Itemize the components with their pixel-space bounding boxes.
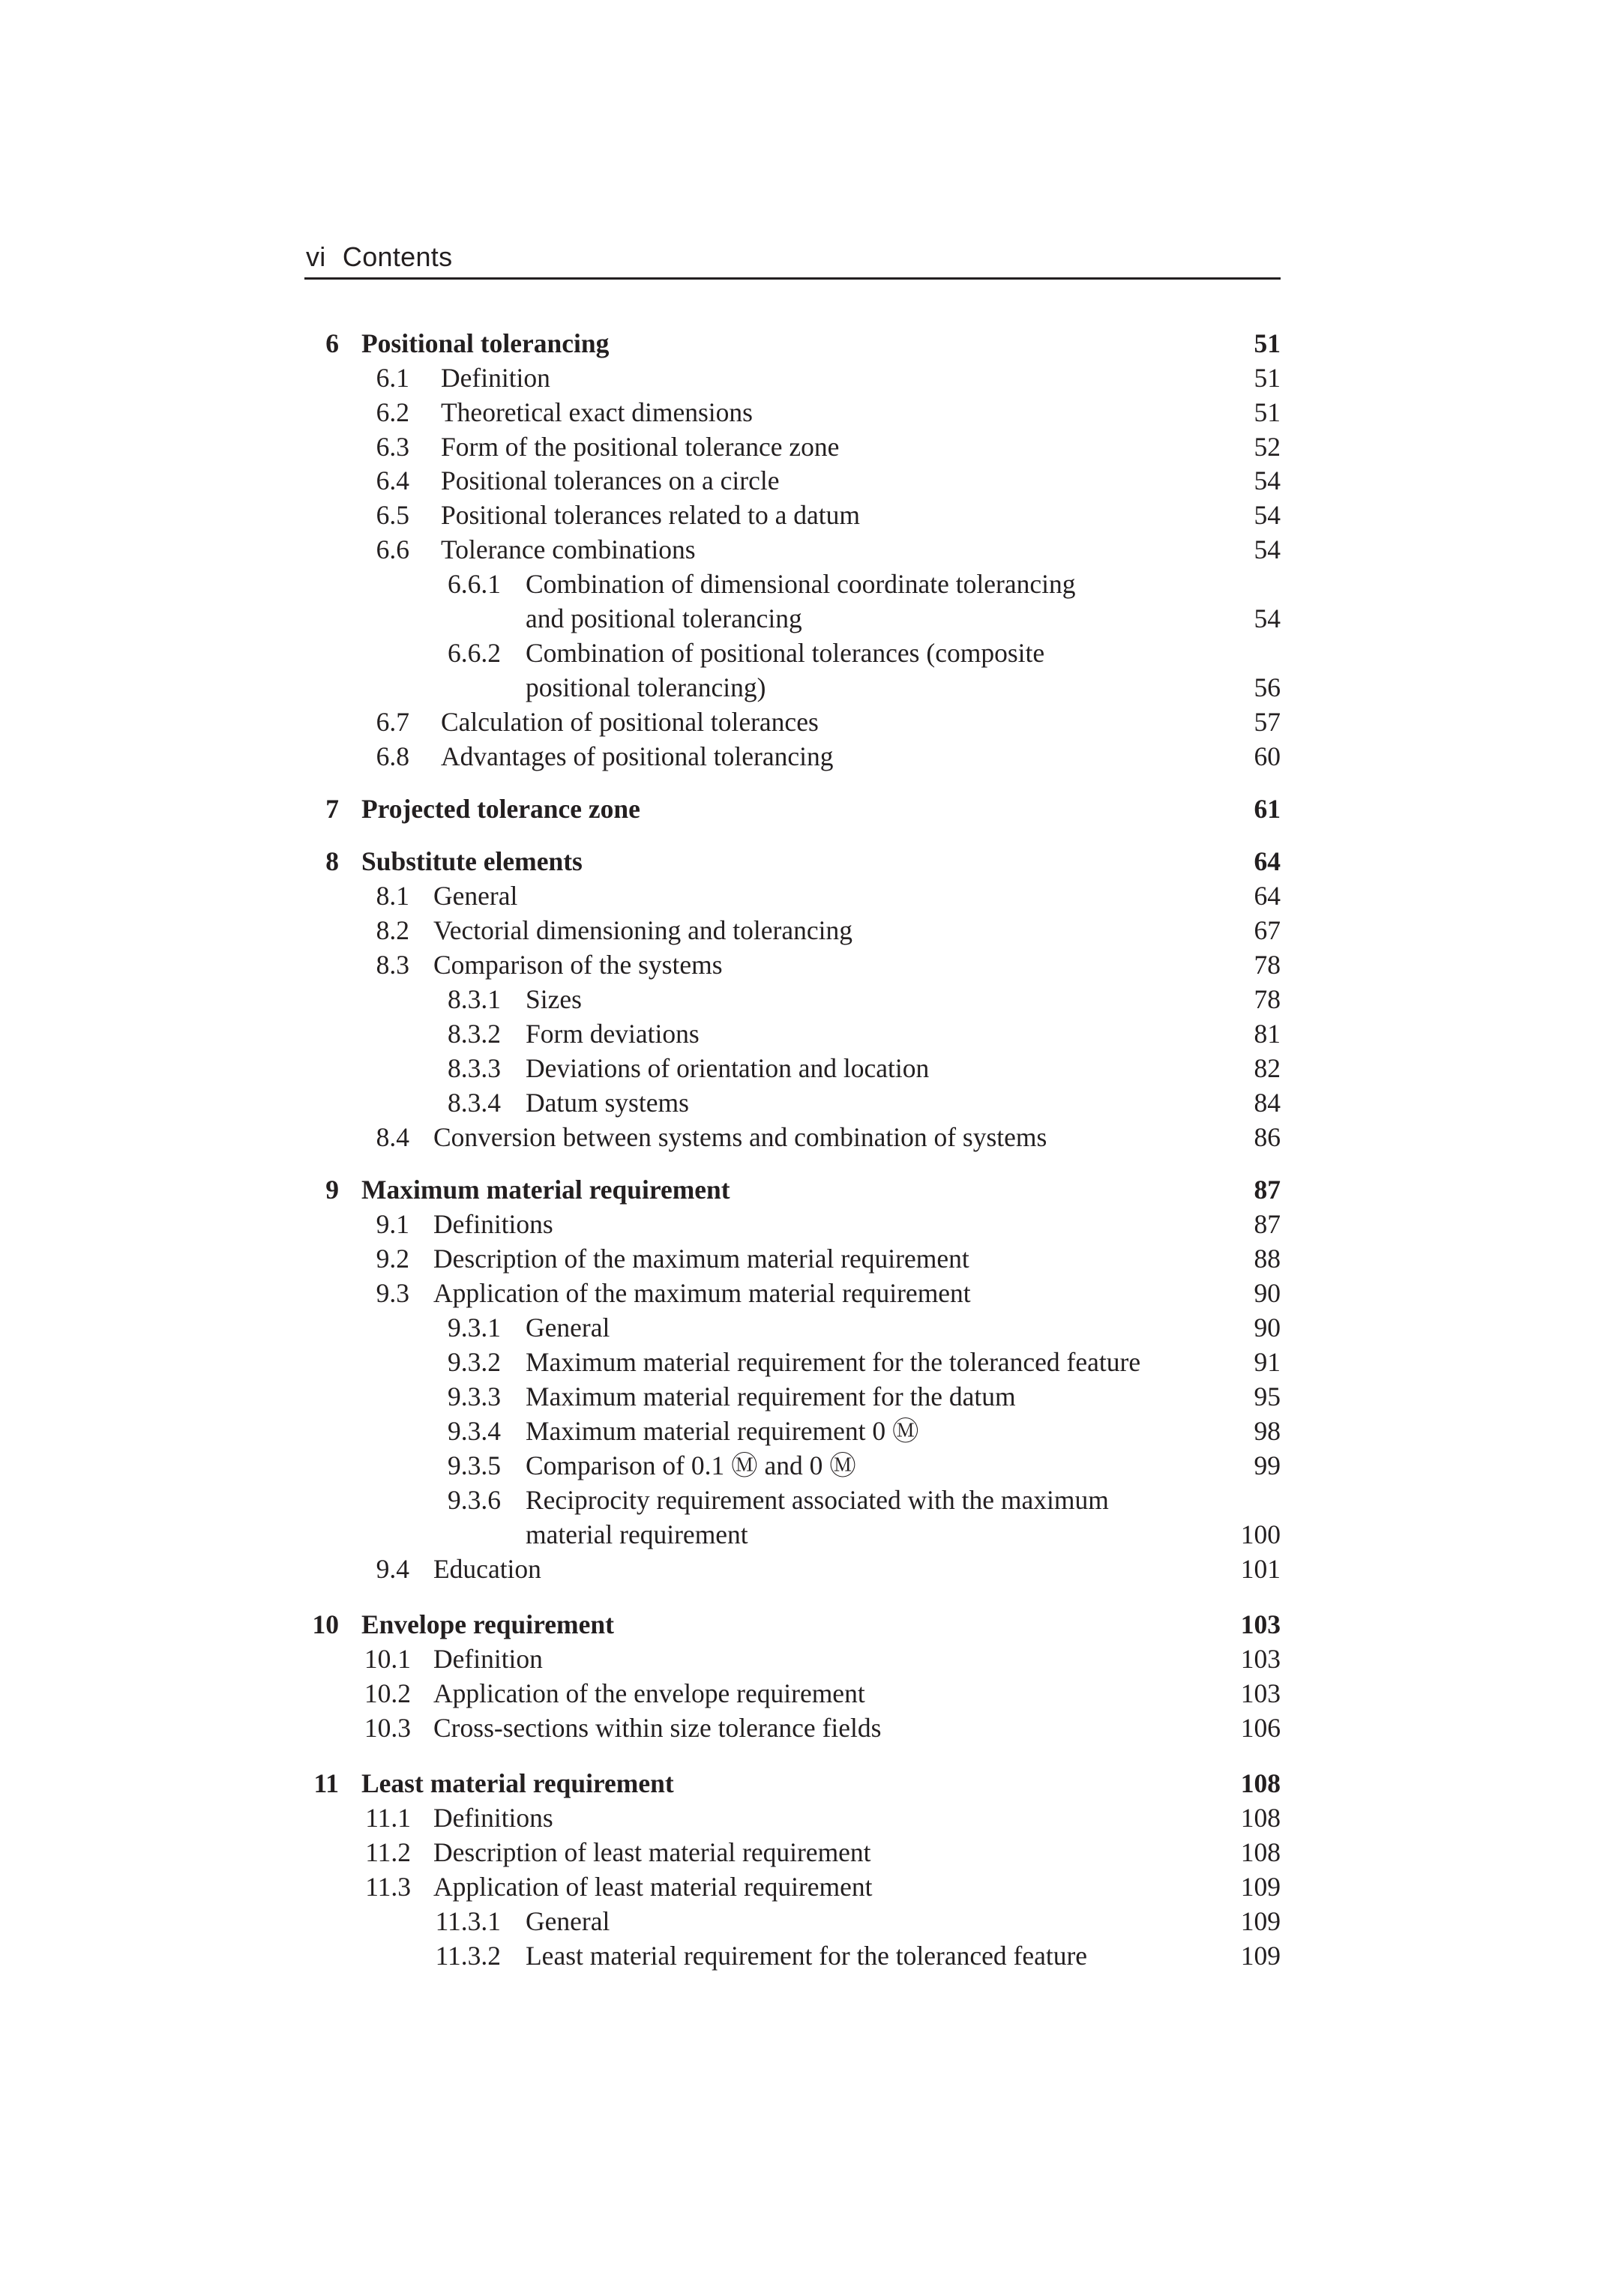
toc-chapter-row: [0, 326, 1606, 361]
toc-row: [0, 601, 1606, 636]
toc-entry-page: 57: [1254, 707, 1281, 737]
toc-entry-page: 64: [1254, 881, 1281, 911]
toc-entry-title: and positional tolerancing: [526, 603, 802, 633]
toc-entry-title: Theoretical exact dimensions: [441, 397, 753, 427]
toc-entry-page: 52: [1254, 432, 1281, 462]
toc-entry-page: 103: [1240, 1644, 1281, 1674]
toc-entry-number: 10: [312, 1609, 339, 1639]
toc-entry-page: 106: [1240, 1713, 1281, 1743]
toc-entry-page: 54: [1254, 534, 1281, 564]
toc-entry-number: 7: [325, 794, 339, 824]
toc-chapter-row: [0, 1607, 1606, 1642]
toc-entry-title: General: [526, 1313, 610, 1343]
toc-row: [0, 913, 1606, 947]
toc-row: [0, 1310, 1606, 1345]
toc-row: [0, 982, 1606, 1016]
toc-entry-number: 8.3.3: [448, 1053, 501, 1083]
toc-row: [0, 1642, 1606, 1676]
toc-entry-page: 108: [1240, 1837, 1281, 1867]
toc-entry-title: Positional tolerances related to a datum: [441, 500, 860, 530]
toc-entry-number: 10.2: [364, 1678, 411, 1708]
toc-entry-number: 6.8: [376, 741, 409, 771]
toc-entry-title: Positional tolerancing: [361, 328, 610, 358]
toc-entry-title: Calculation of positional tolerances: [441, 707, 819, 737]
toc-row: [0, 1051, 1606, 1085]
toc-row: [0, 670, 1606, 705]
toc-entry-number: 8.3: [376, 950, 409, 980]
toc-entry-title: Comparison of the systems: [433, 950, 723, 980]
toc-row: [0, 1801, 1606, 1835]
toc-row: [0, 1552, 1606, 1586]
toc-entry-title: Least material requirement: [361, 1768, 674, 1798]
toc-row: [0, 361, 1606, 395]
toc-entry-page: 100: [1240, 1519, 1281, 1549]
toc-entry-number: 6: [325, 328, 339, 358]
page-folio: vi: [306, 241, 326, 272]
toc-row: [0, 739, 1606, 774]
toc-row: [0, 1483, 1606, 1517]
toc-entry-title: Vectorial dimensioning and tolerancing: [433, 915, 852, 945]
toc-entry-number: 6.6: [376, 534, 409, 564]
toc-entry-number: 9: [325, 1175, 339, 1205]
toc-row: [0, 1938, 1606, 1973]
toc-entry-title: Combination of dimensional coordinate tolerancing: [526, 569, 1076, 599]
toc-entry-number: 9.3.5: [448, 1450, 501, 1480]
toc-entry-title: Positional tolerances on a circle: [441, 465, 780, 495]
toc-entry-number: 11.3: [365, 1872, 411, 1902]
toc-entry-title: Form deviations: [526, 1019, 700, 1049]
toc-row: [0, 1711, 1606, 1745]
toc-entry-title: Comparison of 0.1 Ⓜ and 0 Ⓜ: [526, 1450, 856, 1480]
toc-entry-title: Maximum material requirement: [361, 1175, 730, 1205]
toc-entry-page: 56: [1254, 672, 1281, 702]
toc-entry-page: 91: [1254, 1347, 1281, 1377]
toc-entry-page: 95: [1254, 1381, 1281, 1411]
toc-entry-number: 9.1: [376, 1209, 409, 1239]
toc-entry-title: positional tolerancing): [526, 672, 766, 702]
toc-entry-title: Definition: [441, 363, 550, 393]
toc-entry-number: 6.3: [376, 432, 409, 462]
toc-row: [0, 430, 1606, 464]
toc-row: [0, 498, 1606, 532]
toc-entry-title: Datum systems: [526, 1088, 689, 1118]
toc-entry-page: 78: [1254, 984, 1281, 1014]
toc-entry-title: General: [433, 881, 518, 911]
toc-entry-title: Substitute elements: [361, 846, 583, 876]
toc-entry-number: 9.4: [376, 1554, 409, 1584]
toc-entry-page: 84: [1254, 1088, 1281, 1118]
running-head-title: Contents: [342, 241, 453, 272]
toc-entry-title: Cross-sections within size tolerance fields: [433, 1713, 882, 1743]
toc-entry-title: Application of least material requirement: [433, 1872, 873, 1902]
toc-entry-title: Definition: [433, 1644, 543, 1674]
toc-row: [0, 1379, 1606, 1414]
toc-row: [0, 705, 1606, 739]
toc-entry-title: General: [526, 1906, 610, 1936]
toc-entry-number: 11.3.1: [435, 1906, 501, 1936]
toc-entry-number: 6.7: [376, 707, 409, 737]
toc-entry-page: 109: [1240, 1941, 1281, 1971]
toc-entry-number: 9.3.1: [448, 1313, 501, 1343]
toc-row: [0, 1345, 1606, 1379]
toc-entry-number: 10.3: [364, 1713, 411, 1743]
toc-row: [0, 1676, 1606, 1711]
toc-entry-number: 9.3.2: [448, 1347, 501, 1377]
toc-entry-title: Deviations of orientation and location: [526, 1053, 930, 1083]
toc-row: [0, 1835, 1606, 1869]
toc-entry-title: Reciprocity requirement associated with the maximum: [526, 1485, 1109, 1515]
toc-entry-number: 9.3.4: [448, 1416, 501, 1446]
toc-entry-number: 6.5: [376, 500, 409, 530]
toc-chapter-row: [0, 1766, 1606, 1801]
toc-entry-number: 9.2: [376, 1244, 409, 1274]
toc-entry-number: 11: [313, 1768, 339, 1798]
toc-entry-title: Combination of positional tolerances (composite: [526, 638, 1045, 668]
toc-row: [0, 879, 1606, 913]
toc-entry-title: Form of the positional tolerance zone: [441, 432, 840, 462]
toc-entry-number: 10.1: [364, 1644, 411, 1674]
toc-entry-number: 11.2: [365, 1837, 411, 1867]
toc-entry-number: 11.1: [365, 1803, 411, 1833]
toc-entry-page: 64: [1254, 846, 1281, 876]
toc-entry-page: 98: [1254, 1416, 1281, 1446]
toc-entry-page: 108: [1240, 1803, 1281, 1833]
toc-entry-title: material requirement: [526, 1519, 748, 1549]
toc-row: [0, 395, 1606, 430]
toc-entry-number: 6.1: [376, 363, 409, 393]
toc-entry-page: 87: [1254, 1175, 1281, 1205]
toc-entry-title: Conversion between systems and combination of systems: [433, 1122, 1047, 1152]
toc-chapter-row: [0, 844, 1606, 879]
toc-row: [0, 463, 1606, 498]
toc-entry-page: 103: [1240, 1678, 1281, 1708]
toc-row: [0, 532, 1606, 567]
toc-entry-number: 9.3: [376, 1278, 409, 1308]
toc-row: [0, 1016, 1606, 1051]
toc-row: [0, 1120, 1606, 1154]
toc-entry-page: 51: [1254, 363, 1281, 393]
toc-entry-title: Maximum material requirement for the datum: [526, 1381, 1016, 1411]
toc-entry-page: 51: [1254, 328, 1281, 358]
toc-row: [0, 567, 1606, 601]
toc-entry-title: Least material requirement for the toleranced feature: [526, 1941, 1088, 1971]
toc-row: [0, 1517, 1606, 1552]
toc-entry-number: 8.2: [376, 915, 409, 945]
toc-entry-title: Application of the envelope requirement: [433, 1678, 865, 1708]
toc-entry-page: 90: [1254, 1313, 1281, 1343]
toc-row: [0, 1276, 1606, 1310]
toc-entry-page: 60: [1254, 741, 1281, 771]
toc-row: [0, 1414, 1606, 1448]
toc-row: [0, 1207, 1606, 1241]
toc-entry-title: Maximum material requirement 0 Ⓜ: [526, 1416, 919, 1446]
toc-entry-page: 90: [1254, 1278, 1281, 1308]
toc-entry-title: Tolerance combinations: [441, 534, 696, 564]
toc-entry-number: 8.4: [376, 1122, 409, 1152]
toc-row: [0, 947, 1606, 982]
toc-entry-title: Definitions: [433, 1803, 553, 1833]
toc-entry-number: 11.3.2: [435, 1941, 501, 1971]
toc-entry-page: 78: [1254, 950, 1281, 980]
toc-entry-page: 87: [1254, 1209, 1281, 1239]
toc-entry-page: 54: [1254, 500, 1281, 530]
toc-entry-number: 6.6.2: [448, 638, 501, 668]
toc-entry-page: 88: [1254, 1244, 1281, 1274]
toc-entry-number: 8.3.2: [448, 1019, 501, 1049]
toc-entry-title: Envelope requirement: [361, 1609, 614, 1639]
toc-entry-page: 82: [1254, 1053, 1281, 1083]
toc-entry-title: Sizes: [526, 984, 582, 1014]
toc-entry-page: 54: [1254, 465, 1281, 495]
toc-entry-page: 99: [1254, 1450, 1281, 1480]
toc-entry-title: Advantages of positional tolerancing: [441, 741, 834, 771]
toc-row: [0, 1869, 1606, 1904]
toc-entry-number: 9.3.6: [448, 1485, 501, 1515]
toc-entry-page: 86: [1254, 1122, 1281, 1152]
toc-entry-page: 108: [1240, 1768, 1281, 1798]
toc-row: [0, 1241, 1606, 1276]
toc-row: [0, 1448, 1606, 1483]
toc-entry-page: 109: [1240, 1906, 1281, 1936]
toc-chapter-row: [0, 792, 1606, 826]
toc-entry-page: 51: [1254, 397, 1281, 427]
toc-entry-page: 61: [1254, 794, 1281, 824]
toc-entry-number: 8.3.4: [448, 1088, 501, 1118]
toc-entry-title: Projected tolerance zone: [361, 794, 640, 824]
toc-chapter-row: [0, 1172, 1606, 1207]
toc-entry-page: 81: [1254, 1019, 1281, 1049]
toc-entry-number: 9.3.3: [448, 1381, 501, 1411]
toc-entry-title: Description of the maximum material requirement: [433, 1244, 969, 1274]
toc-entry-number: 6.4: [376, 465, 409, 495]
toc-entry-page: 67: [1254, 915, 1281, 945]
toc-entry-number: 6.6.1: [448, 569, 501, 599]
toc-entry-number: 6.2: [376, 397, 409, 427]
toc-entry-page: 101: [1240, 1554, 1281, 1584]
toc-entry-page: 109: [1240, 1872, 1281, 1902]
toc-entry-number: 8.1: [376, 881, 409, 911]
toc-entry-title: Education: [433, 1554, 541, 1584]
toc-row: [0, 636, 1606, 670]
toc-entry-title: Maximum material requirement for the toleranced feature: [526, 1347, 1141, 1377]
toc-entry-page: 103: [1240, 1609, 1281, 1639]
toc-entry-number: 8.3.1: [448, 984, 501, 1014]
toc-row: [0, 1085, 1606, 1120]
toc-entry-number: 8: [325, 846, 339, 876]
toc-entry-title: Definitions: [433, 1209, 553, 1239]
toc-row: [0, 1904, 1606, 1938]
toc-entry-title: Description of least material requirement: [433, 1837, 871, 1867]
toc-entry-page: 54: [1254, 603, 1281, 633]
toc-entry-title: Application of the maximum material requirement: [433, 1278, 971, 1308]
